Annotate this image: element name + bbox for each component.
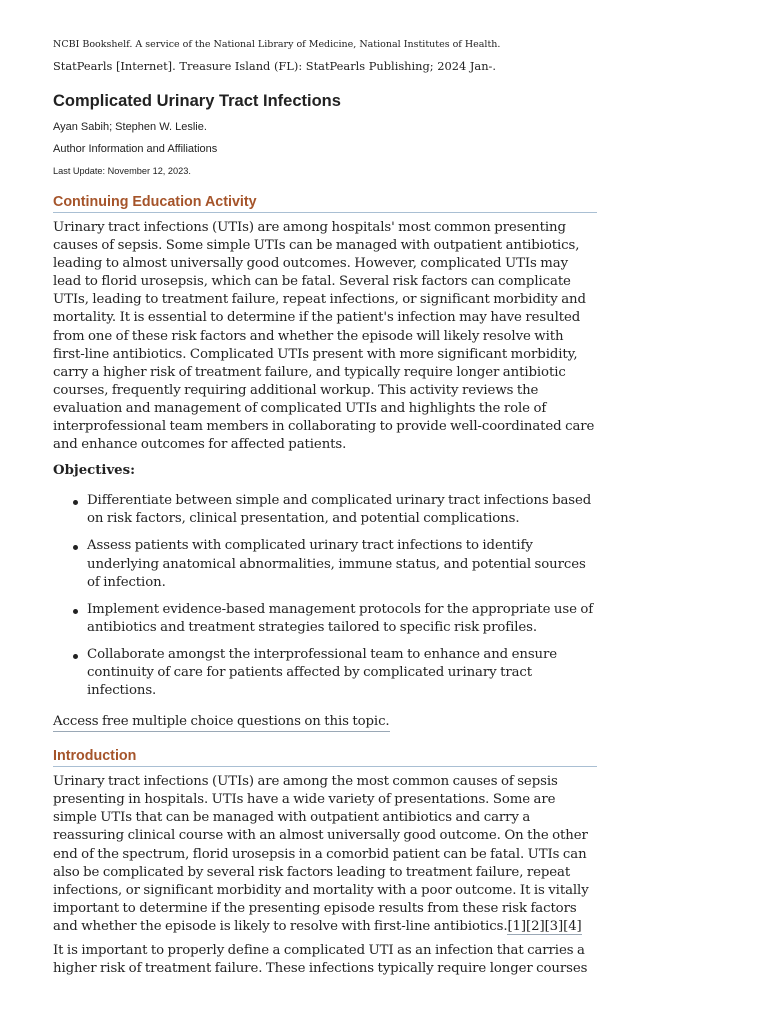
bullet-icon: [73, 500, 78, 505]
author-list: Ayan Sabih; Stephen W. Leslie.: [53, 121, 207, 133]
intro-paragraph-2: It is important to properly define a complicated UTI as an infection that carries a higher risk of treatment failure. These infections typically require longer courses: [53, 943, 588, 977]
bookshelf-notice: NCBI Bookshelf. A service of the National Library of Medicine, National Institutes of Health.: [53, 39, 501, 50]
bullet-icon: [73, 654, 78, 659]
objective-text: Differentiate between simple and complicated urinary tract infections based on risk factors, clinical presentation, and potential complications.: [87, 493, 592, 527]
objective-text: Implement evidence-based management protocols for the appropriate use of antibiotics and treatment strategies tailored to specific risk profiles.: [87, 601, 594, 635]
list-item: [87, 537, 597, 591]
citation-link-1[interactable]: [1]: [507, 918, 527, 934]
cea-paragraph: Urinary tract infections (UTIs) are among hospitals' most common presenting causes of sepsis. Some simple UTIs can be managed with outpatient antibiotics, leading to almost universally good outcomes. However, complicated UTIs may lead to florid urosepsis, which can be fatal. Several risk factors can complicate UTIs, leading to treatment failure, repeat infections, or significant morbidity and mortality. It is essential to determine if the patient's infection may have resulted from one of these risk factors and whether the episode will likely resolve with first-line antibiotics. Complicated UTIs present with more significant morbidity, carry a higher risk of treatment failure, and typically require longer antibiotic courses, frequently requiring additional workup. This activity reviews the evaluation and management of complicated UTIs and highlights the role of interprofessional team members in collaborating to provide well-coordinated care and enhance outcomes for affected patients.: [53, 220, 595, 453]
citation-link-3[interactable]: [3]: [544, 918, 564, 934]
objectives-label: Objectives:: [53, 463, 136, 479]
intro-paragraph-1-text: Urinary tract infections (UTIs) are among the most common causes of sepsis presenting in hospitals. UTIs have a wide variety of presentations. Some are simple UTIs that can be managed with outpatient antibiotics and carry a reassuring clinical course with an almost universally good outcome. On the other end of the spectrum, florid urosepsis in a comorbid patient can be fatal. UTIs can also be complicated by several risk factors leading to treatment failure, repeat infections, or significant morbidity and mortality with a poor outcome. It is vitally important to determine if the presenting episode results from these risk factors and whether the episode is likely to resolve with first-line antibiotics.: [53, 774, 589, 934]
list-item: [87, 492, 597, 528]
intro-paragraph-1: [53, 773, 597, 936]
mcq-access-link[interactable]: Access free multiple choice questions on this topic.: [53, 713, 390, 732]
book-citation: StatPearls [Internet]. Treasure Island (FL): StatPearls Publishing; 2024 Jan-.: [53, 59, 497, 73]
section-heading-introduction: Introduction: [53, 747, 597, 767]
author-affiliations-link[interactable]: Author Information and Affiliations: [53, 143, 218, 155]
objective-text: Assess patients with complicated urinary tract infections to identify underlying anatomical abnormalities, immune status, and potential sources of infection.: [87, 538, 586, 590]
bullet-icon: [73, 545, 78, 550]
citation-link-4[interactable]: [4]: [563, 918, 582, 934]
objective-text: Collaborate amongst the interprofessional team to enhance and ensure continuity of care for patients affected by complicated urinary tract infections.: [87, 646, 558, 699]
last-update-date: Last Update: November 12, 2023.: [53, 166, 191, 176]
article-page: [53, 38, 597, 978]
bullet-icon: [73, 609, 78, 614]
page-title: Complicated Urinary Tract Infections: [53, 92, 341, 110]
list-item: [87, 601, 597, 637]
list-item: [87, 646, 597, 700]
section-heading-continuing-education: Continuing Education Activity: [53, 193, 597, 213]
objectives-list: [53, 492, 597, 700]
citation-link-2[interactable]: [2]: [526, 918, 545, 934]
